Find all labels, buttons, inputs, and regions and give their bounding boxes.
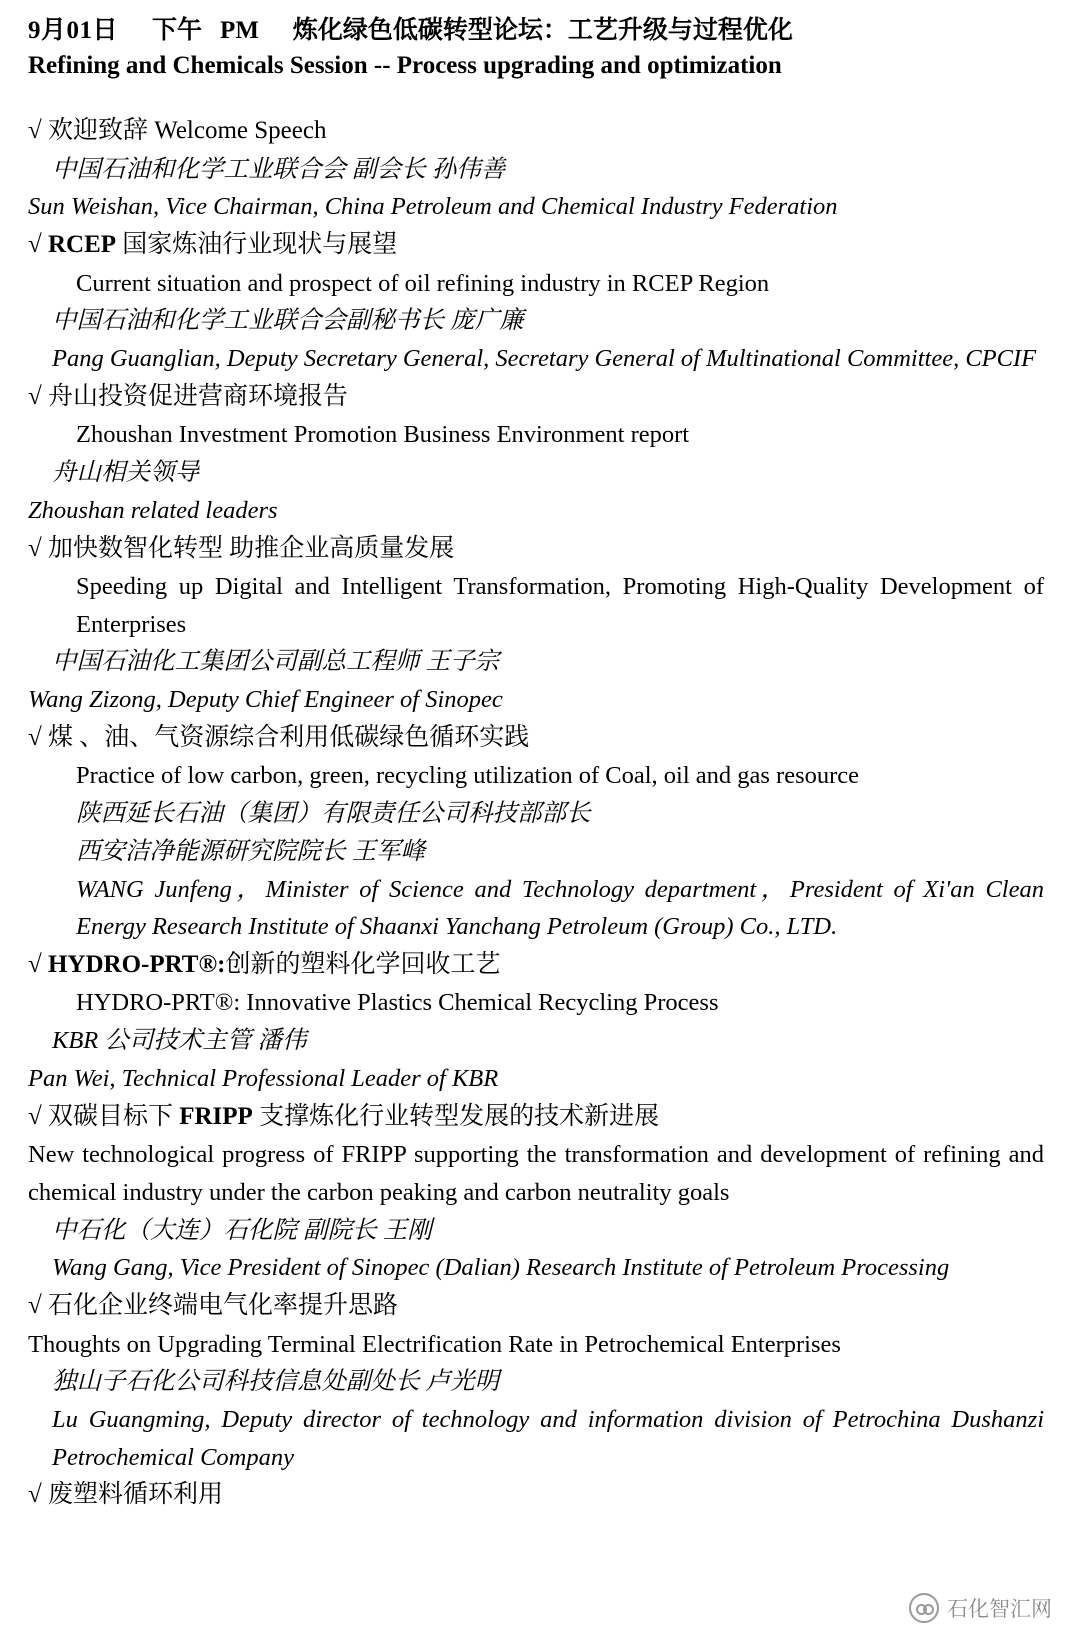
agenda-entry-detail-line: Wang Gang, Vice President of Sinopec (Dalian) Research Institute of Petroleum Processing (52, 1254, 950, 1282)
agenda-entry-list (28, 112, 1044, 1515)
agenda-entry-detail-line: Practice of low carbon, green, recycling utilization of Coal, oil and gas resource (76, 762, 860, 790)
wechat-icon (909, 1593, 939, 1623)
header-date-unit-day: 日 (92, 17, 119, 44)
agenda-entry-title: √ 煤 、油、气资源综合利用低碳绿色循环实践 (28, 723, 530, 751)
agenda-entry-detail-line: Lu Guangming, Deputy director of technology and information division of Petrochina Dushanzi Petrochemical Company (52, 1405, 1044, 1471)
agenda-entry-detail-line: Sun Weishan, Vice Chairman, China Petroleum and Chemical Industry Federation (28, 193, 838, 221)
agenda-entry-detail-line: Thoughts on Upgrading Terminal Electrification Rate in Petrochemical Enterprises (28, 1330, 841, 1358)
agenda-entry-detail-line: Pan Wei, Technical Professional Leader of KBR (28, 1064, 499, 1092)
agenda-entry-title: √ 双碳目标下 FRIPP 支撑炼化行业转型发展的技术新进展 (28, 1102, 660, 1130)
agenda-entry (28, 1287, 1044, 1476)
agenda-entry-title: √ 加快数智化转型 助推企业高质量发展 (28, 534, 455, 562)
header-date-number: 9 (28, 17, 41, 44)
agenda-entry-title: √ 舟山投资促进营商环境报告 (28, 382, 348, 410)
header-period-en: PM (220, 17, 259, 44)
watermark-label: 石化智汇网 (947, 1598, 1052, 1621)
agenda-entry (28, 1098, 1044, 1287)
agenda-entry (28, 226, 1044, 378)
header-date-unit-month: 月 (41, 17, 67, 44)
agenda-entry-detail-line: Pang Guanglian, Deputy Secretary General, Secretary General of Multinational Committee, CPCIF (52, 345, 1037, 373)
agenda-entry-detail-line: 中石化（大连）石化院 副院长 王刚 (52, 1216, 432, 1244)
agenda-entry-detail-line: Current situation and prospect of oil refining industry in RCEP Region (76, 269, 770, 297)
agenda-entry-title: √ 欢迎致辞 Welcome Speech (28, 117, 327, 145)
agenda-entry-detail-line: 中国石油和化学工业联合会副秘书长 庞广廉 (52, 307, 524, 335)
header-session-title-en: Refining and Chemicals Session -- Process upgrading and optimization (28, 51, 782, 79)
agenda-entry-title: √ 废塑料循环利用 (28, 1481, 223, 1509)
header-session-title-cn: 炼化绿色低碳转型论坛：工艺升级与过程优化 (292, 17, 793, 44)
agenda-entry-detail-line: 西安洁净能源研究院院长 王军峰 (76, 837, 426, 865)
agenda-entry-detail-line: Wang Zizong, Deputy Chief Engineer of Sinopec (28, 686, 503, 714)
agenda-entry (28, 378, 1044, 530)
agenda-entry-detail-line: Zhoushan Investment Promotion Business Environment report (76, 421, 690, 449)
agenda-entry-detail-line: 独山子石化公司科技信息处副处长 卢光明 (52, 1368, 500, 1396)
header-day-number: 01 (66, 17, 93, 44)
agenda-entry-detail-line: New technological progress of FRIPP supporting the transformation and development of refining and chemical industry under the carbon peaking and carbon neutrality goals (28, 1141, 1044, 1206)
agenda-entry (28, 719, 1044, 946)
agenda-entry (28, 946, 1044, 1098)
session-header-line (28, 14, 1044, 48)
agenda-entry-title: √ 石化企业终端电气化率提升思路 (28, 1292, 398, 1319)
agenda-entry-detail-line: 中国石油化工集团公司副总工程师 王子宗 (52, 648, 500, 676)
watermark (909, 1593, 1052, 1623)
agenda-entry (28, 1476, 1044, 1515)
agenda-entry-detail-line: HYDRO-PRT®: Innovative Plastics Chemical Recycling Process (76, 989, 719, 1017)
agenda-entry-detail-line: 中国石油和化学工业联合会 副会长 孙伟善 (52, 155, 506, 183)
agenda-entry (28, 530, 1044, 719)
agenda-entry-title: √ HYDRO-PRT®:创新的塑料化学回收工艺 (28, 950, 501, 978)
agenda-entry-detail-line: 陕西延长石油（集团）有限责任公司科技部部长 (76, 800, 591, 828)
agenda-entry-detail-line: Speeding up Digital and Intelligent Transformation, Promoting High-Quality Development of Enterprises (76, 573, 1044, 638)
agenda-entry-detail-line: KBR 公司技术主管 潘伟 (52, 1027, 307, 1055)
header-period-cn: 下午 (152, 17, 203, 44)
agenda-entry (28, 112, 1044, 226)
agenda-entry-detail-line: Zhoushan related leaders (28, 496, 278, 524)
agenda-entry-title: √ RCEP 国家炼油行业现状与展望 (28, 231, 398, 259)
agenda-entry-detail-line: WANG Junfeng，Minister of Science and Technology department，President of Xi'an Clean Energy Research Institute of Shaanxi Yanchang Petroleum (Group) Co., LTD. (76, 875, 1044, 941)
agenda-entry-detail-line: 舟山相关领导 (52, 459, 199, 487)
